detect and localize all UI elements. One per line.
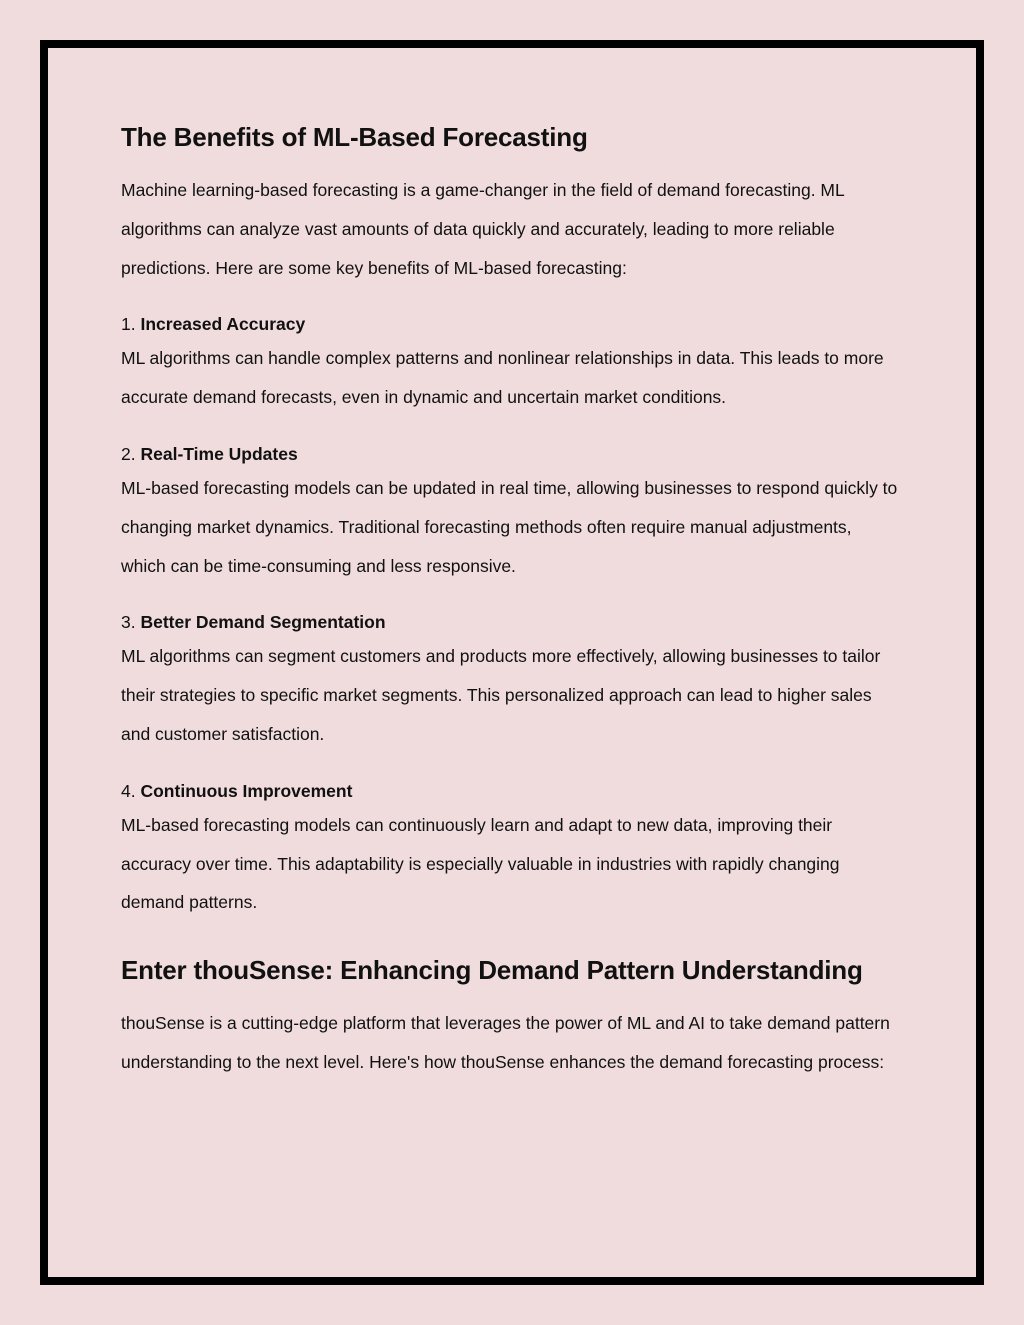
list-item-title: Increased Accuracy	[140, 314, 306, 335]
list-item-text: ML algorithms can segment customers and products more effectively, allowing businesses to tailor their strategies to specific market segments. This personalized approach can lead to higher sales and customer satisfaction.	[121, 646, 881, 744]
list-item	[121, 309, 901, 417]
list-item	[121, 776, 901, 922]
list-item-number: 4.	[121, 780, 136, 801]
list-item-number: 3.	[121, 612, 136, 633]
list-item-title: Better Demand Segmentation	[140, 612, 386, 633]
list-item	[121, 439, 901, 585]
list-item-text: ML-based forecasting models can be updated in real time, allowing businesses to respond quickly to changing market dynamics. Traditional forecasting methods often require manual adjustments, which can be time-consuming and less responsive.	[121, 477, 898, 576]
list-item-heading	[121, 309, 901, 339]
section-heading-benefits: The Benefits of ML-Based Forecasting	[121, 122, 588, 152]
list-item	[121, 607, 901, 753]
list-item-title: Real-Time Updates	[140, 443, 298, 464]
list-item-number: 2.	[121, 443, 136, 464]
list-item-heading	[121, 776, 901, 806]
list-item-number: 1.	[121, 314, 136, 335]
section-heading-thousense: Enter thouSense: Enhancing Demand Pattern Understanding	[121, 955, 863, 986]
list-item-text: ML algorithms can handle complex patterns and nonlinear relationships in data. This leads to more accurate demand forecasts, even in dynamic and uncertain market conditions.	[121, 348, 884, 408]
document-content	[121, 112, 901, 1082]
intro-paragraph: Machine learning-based forecasting is a game-changer in the field of demand forecasting. ML algorithms can analyze vast amounts of data quickly and accurately, leading to more reliable predictions. Here are some key benefits of ML-based forecasting:	[121, 180, 845, 278]
list-item-title: Continuous Improvement	[140, 780, 353, 801]
list-item-heading	[121, 439, 901, 469]
list-item-text: ML-based forecasting models can continuously learn and adapt to new data, improving their accuracy over time. This adaptability is especially valuable in industries with rapidly changing demand patterns.	[121, 814, 840, 913]
list-item-heading	[121, 607, 901, 637]
thousense-paragraph: thouSense is a cutting-edge platform that leverages the power of ML and AI to take demand pattern understanding to the next level. Here's how thouSense enhances the demand forecasting process:	[121, 1013, 890, 1072]
